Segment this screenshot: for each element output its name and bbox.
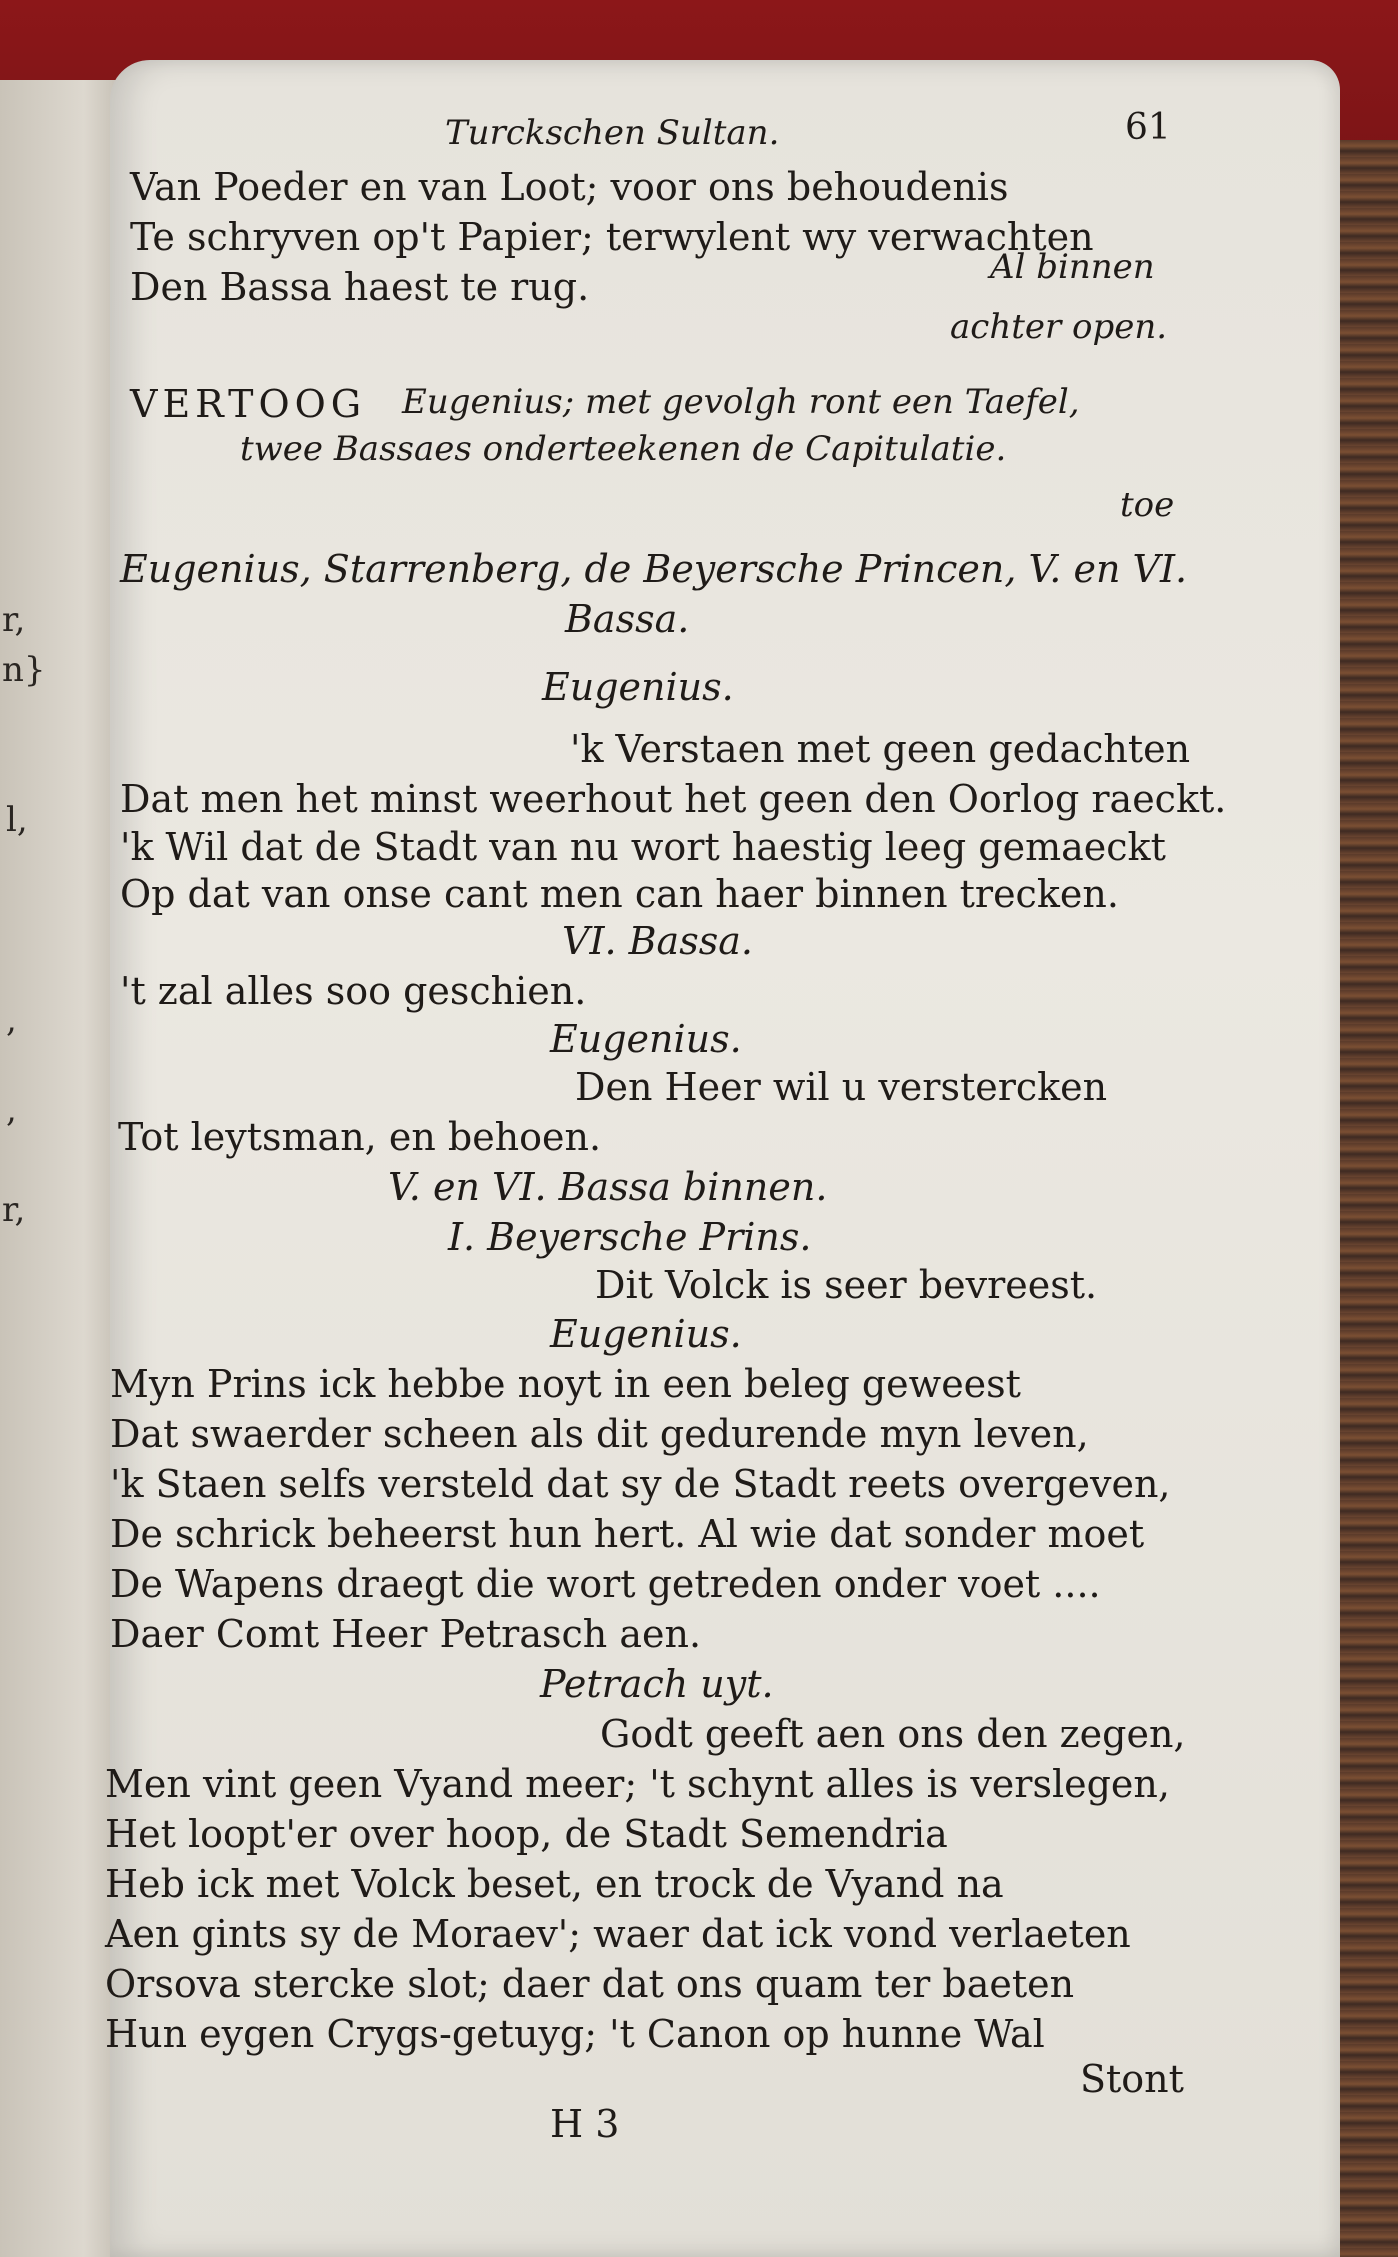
- text-line: De schrick beheerst hun hert. Al wie dat sonder moet: [110, 1512, 1145, 1556]
- text-line: Godt geeft aen ons den zegen,: [600, 1712, 1186, 1756]
- text-line: Dat swaerder scheen als dit gedurende myn leven,: [110, 1412, 1089, 1456]
- catchword: Stont: [1080, 2057, 1184, 2101]
- signature-mark: H 3: [550, 2102, 620, 2146]
- left-page-fragment: ,: [6, 1090, 17, 1130]
- speaker-name: Eugenius.: [550, 1017, 742, 1061]
- text-line: 'k Wil dat de Stadt van nu wort haestig leeg gemaeckt: [120, 825, 1166, 869]
- scene-heading: VERTOOG: [130, 382, 367, 426]
- speaker-name: VI. Bassa.: [562, 919, 753, 963]
- character-list: Bassa.: [565, 597, 690, 641]
- speaker-name: Eugenius.: [542, 665, 734, 709]
- book-page: [105, 60, 1340, 2257]
- speaker-name: Eugenius.: [550, 1312, 742, 1356]
- stage-direction: achter open.: [950, 307, 1168, 347]
- text-line: Orsova stercke slot; daer dat ons quam ter baeten: [105, 1962, 1075, 2006]
- page-number: 61: [1125, 107, 1171, 148]
- text-line: Tot leytsman, en behoen.: [118, 1115, 602, 1159]
- text-line: Van Poeder en van Loot; voor ons behoudenis: [130, 165, 1009, 209]
- left-page-fragment: ,: [6, 1000, 17, 1040]
- text-line: 'k Verstaen met geen gedachten: [570, 727, 1191, 771]
- left-page-fragment: n}: [2, 650, 46, 690]
- text-line: Het loopt'er over hoop, de Stadt Semendria: [105, 1812, 948, 1856]
- speaker-name: Petrach uyt.: [540, 1662, 774, 1706]
- scene-description: twee Bassaes onderteekenen de Capitulatie.: [240, 429, 1007, 469]
- text-line: De Wapens draegt die wort getreden onder voet ....: [110, 1562, 1101, 1606]
- text-line: Op dat van onse cant men can haer binnen trecken.: [120, 872, 1119, 916]
- text-line: Den Heer wil u verstercken: [575, 1065, 1108, 1109]
- speaker-name: I. Beyersche Prins.: [448, 1215, 812, 1259]
- stage-direction: V. en VI. Bassa binnen.: [388, 1165, 828, 1209]
- text-line: Myn Prins ick hebbe noyt in een beleg geweest: [110, 1362, 1021, 1406]
- character-list: Eugenius, Starrenberg, de Beyersche Princen, V. en VI.: [120, 547, 1188, 591]
- text-line: Heb ick met Volck beset, en trock de Vyand na: [105, 1862, 1004, 1906]
- text-line: Daer Comt Heer Petrasch aen.: [110, 1612, 702, 1656]
- text-line: Hun eygen Crygs-getuyg; 't Canon op hunne Wal: [105, 2012, 1045, 2056]
- text-line: Den Bassa haest te rug.: [130, 265, 590, 309]
- text-line: Men vint geen Vyand meer; 't schynt alles is verslegen,: [105, 1762, 1170, 1806]
- stage-direction: Al binnen: [990, 247, 1155, 287]
- text-line: Aen gints sy de Moraev'; waer dat ick vond verlaeten: [105, 1912, 1131, 1956]
- scene-description: Eugenius; met gevolgh ront een Taefel,: [402, 382, 1080, 422]
- left-page-fragment: r,: [2, 600, 26, 640]
- text-line: 't zal alles soo geschien.: [120, 969, 587, 1013]
- text-line: Dit Volck is seer bevreest.: [595, 1263, 1098, 1307]
- text-line: 'k Staen selfs versteld dat sy de Stadt reets overgeven,: [110, 1462, 1171, 1506]
- left-page-fragment: r,: [2, 1190, 26, 1230]
- text-line: Te schryven op't Papier; terwylent wy verwachten: [130, 215, 1094, 259]
- left-page-fragment: l,: [6, 800, 28, 840]
- text-line: Dat men het minst weerhout het geen den Oorlog raeckt.: [120, 777, 1227, 821]
- catchword: toe: [1120, 485, 1175, 525]
- running-title: Turckschen Sultan.: [445, 113, 780, 153]
